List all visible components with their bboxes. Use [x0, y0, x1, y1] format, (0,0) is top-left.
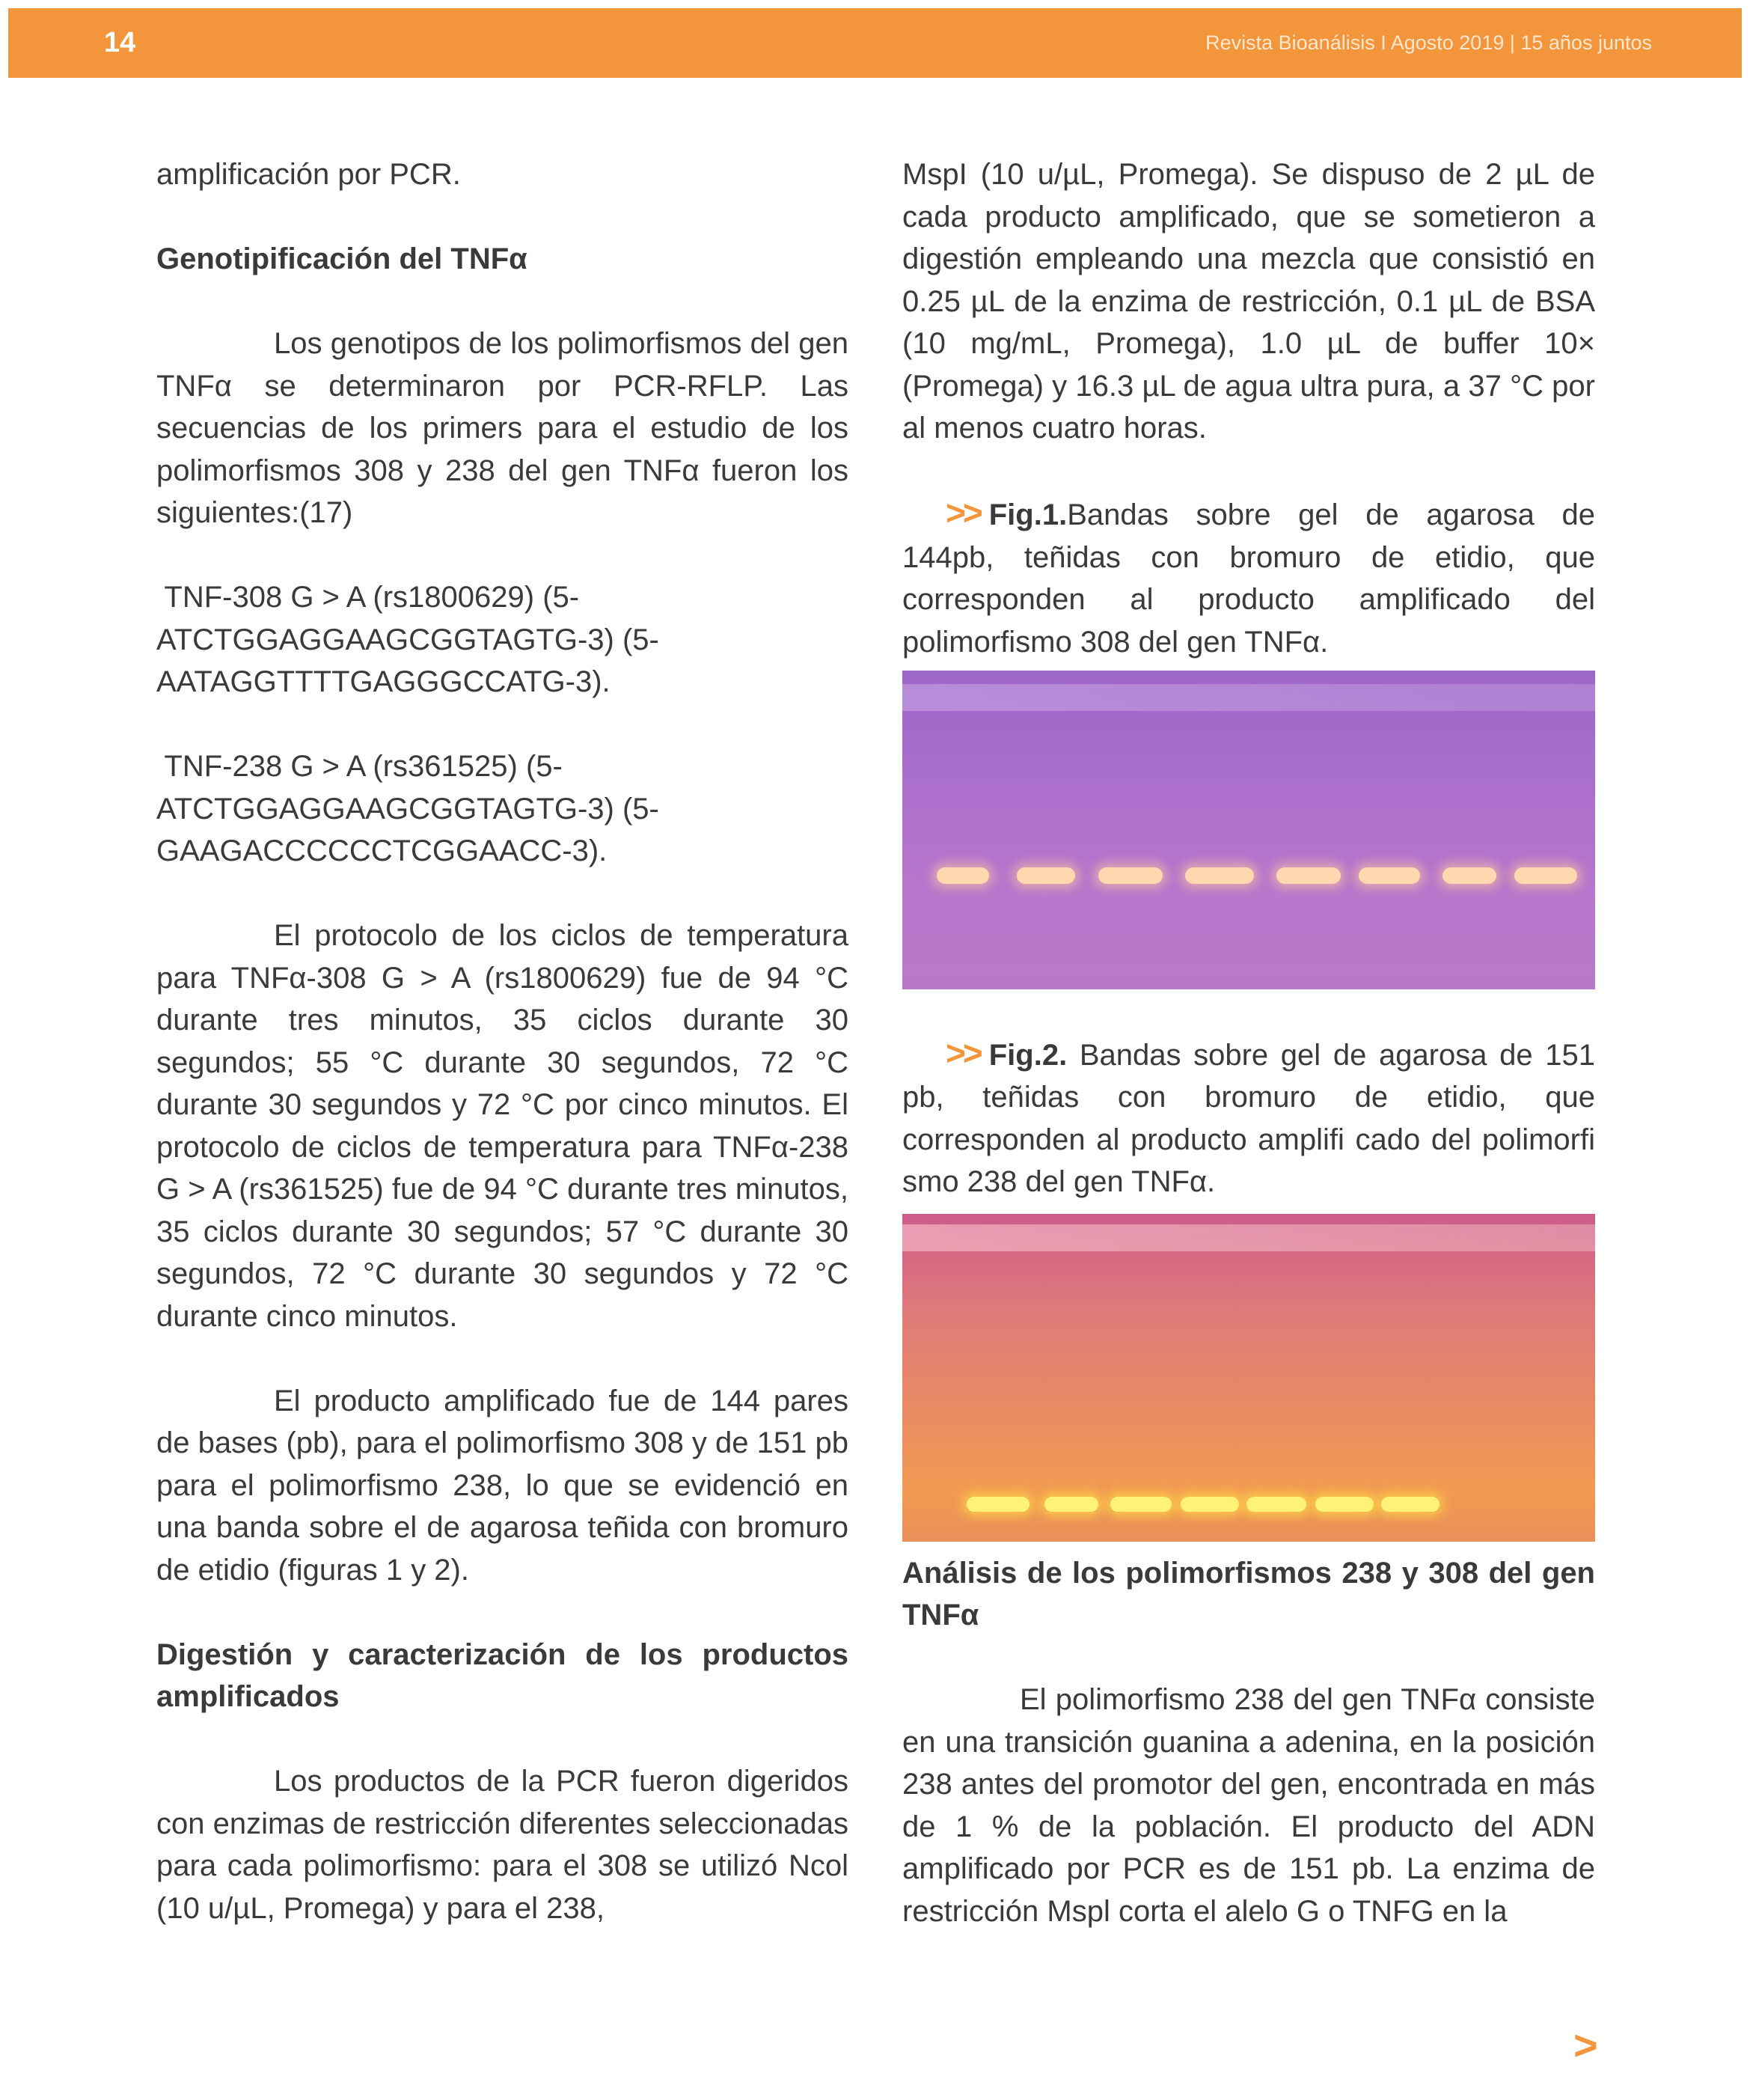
section-heading: Análisis de los polimorfismos 238 y 308 del gen TNFα [902, 1556, 1595, 1632]
gel-band [1017, 867, 1075, 884]
double-chevron-icon: >> [946, 493, 980, 532]
sequence-line: ATCTGGAGGAAGCGGTAGTG-3) (5- [156, 623, 659, 656]
gel-band [1442, 867, 1496, 884]
gel-band [1514, 867, 1577, 884]
figure-1-gel-image [902, 671, 1595, 989]
figure-2-caption [902, 1032, 1595, 1203]
gel-band [1044, 1497, 1098, 1512]
sequence-line: TNF-308 G > A (rs1800629) (5- [156, 581, 580, 614]
sequence-line: GAAGACCCCCCTCGGAACC-3). [156, 834, 608, 867]
sequence-line: TNF-238 G > A (rs361525) (5- [156, 750, 563, 783]
paragraph: amplificación por PCR. [156, 158, 461, 191]
gel-band [1315, 1497, 1374, 1512]
gel-band [937, 867, 989, 884]
figure-1-caption [902, 492, 1595, 663]
section-heading: Digestión y caracterización de los productos amplificados [156, 1637, 848, 1713]
paragraph: Los genotipos de los polimorfismos del gen TNFα se determinaron por PCR-RFLP. Las secuencias de los primers para el estudio de los polimorfismos 308 y 238 del gen TNFα fueron los siguientes:(17) [156, 327, 848, 529]
paragraph: Los productos de la PCR fueron digeridos con enzimas de restricción diferentes seleccionadas para cada polimorfismo: para el 308 se utilizó Ncol (10 u/µL, Promega) y para el 238, [156, 1765, 848, 1925]
paragraph: El polimorfismo 238 del gen TNFα consiste en una transición guanina a adenina, en la posición 238 antes del promotor del gen, encontrada en más de 1 % de la población. El producto del ADN amplificado por PCR es de 151 pb. La enzima de restricción Mspl corta el alelo G o TNFG en la [902, 1683, 1595, 1928]
gel-band [1246, 1497, 1306, 1512]
gel-band [1098, 867, 1163, 884]
sequence-line: AATAGGTTTTGAGGGCCATG-3). [156, 665, 611, 698]
gel-wells [902, 1224, 1595, 1251]
sequence-line: ATCTGGAGGAAGCGGTAGTG-3) (5- [156, 792, 659, 825]
figure-label: Fig.1. [988, 498, 1068, 531]
primer-sequence-238 [156, 745, 848, 873]
paragraph: El producto amplificado fue de 144 pares de bases (pb), para el polimorfismo 308 y de 151 pb para el polimorfismo 238, lo que se evidenció en una banda sobre el de agarosa teñida con bromuro de etidio (figuras 1 y 2). [156, 1384, 848, 1587]
gel-band [967, 1497, 1029, 1512]
figure-2-gel-image [902, 1214, 1595, 1542]
caption-text: Bandas sobre gel de agarosa de 151 pb, teñidas con bromuro de etidio, que corresponden al producto amplifi cado del polimorfi smo 238 del gen TNFα. [902, 1038, 1595, 1198]
double-chevron-icon: >> [946, 1033, 980, 1072]
right-column [902, 153, 1595, 1932]
gel-band [1381, 1497, 1440, 1512]
gel-band [1276, 867, 1341, 884]
gel-band [1181, 1497, 1239, 1512]
caption-text: Bandas sobre gel de agarosa de 144pb, teñidas con bromuro de etidio, que corresponden al producto amplificado del polimorfismo 308 del gen TNFα. [902, 498, 1595, 659]
paragraph: MspI (10 u/µL, Promega). Se dispuso de 2 µL de cada producto amplificado, que se sometieron a digestión empleando una mezcla que consistió en 0.25 µL de la enzima de restricción, 0.1 µL de BSA (10 mg/mL, Promega), 1.0 µL de buffer 10× (Promega) y 16.3 µL de agua ultra pura, a 37 °C por al menos cuatro horas. [902, 158, 1595, 445]
page-number: 14 [104, 27, 136, 58]
gel-band [1359, 867, 1420, 884]
section-heading: Genotipificación del TNFα [156, 242, 527, 275]
gel-band [1185, 867, 1254, 884]
left-column [156, 153, 848, 1929]
gel-wells [902, 684, 1595, 711]
journal-title: Revista Bioanálisis I Agosto 2019 | 15 años juntos [1205, 31, 1652, 54]
primer-sequence-308 [156, 576, 848, 703]
gel-band [1110, 1497, 1172, 1512]
figure-label: Fig.2. [988, 1038, 1068, 1072]
page-header [8, 8, 1742, 78]
paragraph: El protocolo de los ciclos de temperatura para TNFα-308 G > A (rs1800629) fue de 94 °C durante tres minutos, 35 ciclos durante 30 segundos; 55 °C durante 30 segundos, 72 °C durante 30 segundos y 72 °C por cinco minutos. El protocolo de ciclos de temperatura para TNFα-238 G > A (rs361525) fue de 94 °C durante tres minutos, 35 ciclos durante 30 segundos; 57 °C durante 30 segundos, 72 °C durante 30 segundos y 72 °C durante cinco minutos. [156, 919, 848, 1333]
next-page-arrow-icon: > [1573, 2021, 1598, 2069]
